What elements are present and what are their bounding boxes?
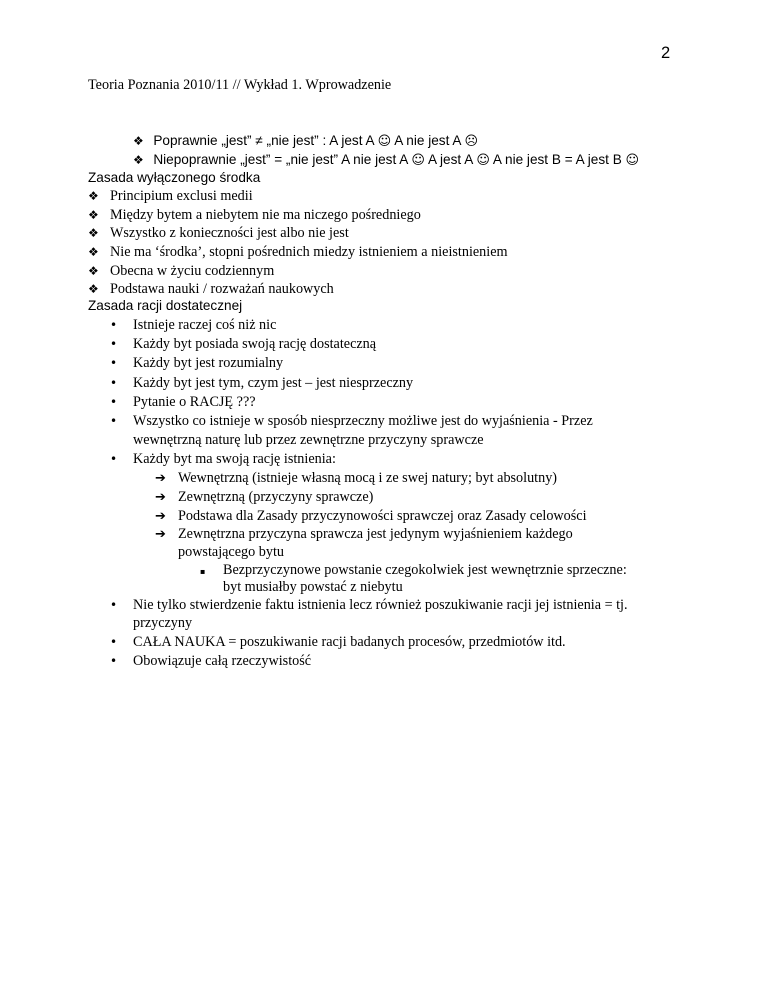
- list-item: [110, 316, 277, 335]
- list-item-text: Obowiązuje całą rzeczywistość: [133, 653, 312, 669]
- list-item-text: Obecna w życiu codziennym: [110, 263, 275, 279]
- smiley-face-icon: ☺: [476, 153, 490, 168]
- list-item: [110, 335, 377, 354]
- smiley-face-icon: ☺: [625, 153, 640, 168]
- list-item: [110, 450, 336, 469]
- round-bullet-icon: •: [110, 395, 118, 409]
- document-header: Teoria Poznania 2010/11 // Wykład 1. Wprowadzenie: [88, 77, 392, 93]
- list-item: [88, 262, 275, 281]
- list-item-text: CAŁA NAUKA = poszukiwanie racji badanych procesów, przedmiotów itd.: [133, 634, 566, 650]
- diamond-bullet-icon: ❖: [88, 226, 99, 240]
- round-bullet-icon: •: [110, 356, 118, 370]
- list-item: [110, 652, 312, 671]
- nested-list-item-continuation: byt musiałby powstać z niebytu: [223, 579, 403, 595]
- list-item: [88, 243, 508, 262]
- list-item-text: Nie tylko stwierdzenie faktu istnienia lecz również poszukiwanie racji jej istnienia = tj.: [133, 597, 628, 613]
- section-title: Zasada racji dostatecznej: [88, 298, 243, 313]
- list-item-text: Podstawa nauki / rozważań naukowych: [110, 281, 334, 297]
- list-item-text: Każdy byt ma swoją rację istnienia:: [133, 451, 336, 467]
- list-item: [88, 224, 349, 243]
- round-bullet-icon: •: [110, 598, 118, 612]
- list-item: [88, 280, 334, 299]
- sub-list-item-continuation: powstającego bytu: [178, 544, 284, 560]
- diamond-bullet-icon: ❖: [133, 153, 144, 167]
- list-item: [88, 206, 421, 225]
- arrow-bullet-icon: ➔: [155, 471, 166, 486]
- sub-list-item: [155, 469, 558, 489]
- round-bullet-icon: •: [110, 318, 118, 332]
- round-bullet-icon: •: [110, 635, 118, 649]
- diamond-bullet-icon: ❖: [133, 134, 144, 148]
- list-item-text: Wszystko co istnieje w sposób niesprzeczny możliwe jest do wyjaśnienia - Przez: [133, 413, 593, 429]
- diamond-bullet-icon: ❖: [88, 282, 99, 296]
- list-item: [110, 354, 284, 373]
- list-item-continuation: wewnętrzną naturę lub przez zewnętrzne przyczyny sprawcze: [133, 432, 484, 448]
- list-item-text: Pytanie o RACJĘ ???: [133, 394, 256, 410]
- diamond-bullet-icon: ❖: [88, 245, 99, 259]
- square-bullet-icon: ▪: [200, 567, 206, 576]
- sub-list-item-text: Zewnętrzna przyczyna sprawcza jest jedynym wyjaśnieniem każdego: [178, 526, 573, 542]
- list-item: [110, 633, 566, 652]
- sub-list-item-text: Wewnętrzną (istnieje własną mocą i ze swej natury; byt absolutny): [178, 470, 558, 486]
- list-item-continuation: przyczyny: [133, 615, 193, 631]
- list-item: [110, 596, 628, 615]
- list-item: [110, 393, 256, 412]
- diamond-bullet-icon: ❖: [88, 264, 99, 278]
- list-item: [110, 412, 593, 431]
- nested-list-item-text: Bezprzyczynowe powstanie czegokolwiek jest wewnętrznie sprzeczne:: [223, 562, 627, 578]
- sub-list-item-text: Podstawa dla Zasady przyczynowości sprawczej oraz Zasady celowości: [178, 508, 587, 524]
- list-item-text: Każdy byt jest tym, czym jest – jest niesprzeczny: [133, 375, 414, 391]
- round-bullet-icon: •: [110, 654, 118, 668]
- round-bullet-icon: •: [110, 337, 118, 351]
- list-item-text: Wszystko z konieczności jest albo nie jest: [110, 225, 349, 241]
- diamond-bullet-icon: ❖: [88, 189, 99, 203]
- arrow-bullet-icon: ➔: [155, 527, 166, 542]
- list-item-text: Principium exclusi medii: [110, 188, 253, 204]
- list-item-text: Poprawnie „jest” ≠ „nie jest” : A jest A ☺ A nie jest A ☹: [153, 133, 479, 149]
- list-item-text: Niepoprawnie „jest” = „nie jest” A nie jest A ☺ A jest A ☺ A nie jest B = A jest B ☺: [153, 152, 640, 168]
- list-item: [133, 132, 478, 152]
- arrow-bullet-icon: ➔: [155, 490, 166, 505]
- list-item-text: Istnieje raczej coś niż nic: [133, 317, 277, 333]
- list-item: [110, 374, 414, 393]
- frowning-face-icon: ☹: [464, 134, 479, 149]
- round-bullet-icon: •: [110, 414, 118, 428]
- section-title: Zasada wyłączonego środka: [88, 170, 261, 185]
- smiley-face-icon: ☺: [377, 134, 392, 149]
- list-item-text: Między bytem a niebytem nie ma niczego pośredniego: [110, 207, 421, 223]
- sub-list-item-text: Zewnętrzną (przyczyny sprawcze): [178, 489, 374, 505]
- sub-list-item: [155, 507, 587, 527]
- diamond-bullet-icon: ❖: [88, 208, 99, 222]
- nested-list-item: [200, 561, 627, 582]
- list-item-text: Każdy byt posiada swoją rację dostateczną: [133, 336, 377, 352]
- list-item: [88, 187, 253, 206]
- round-bullet-icon: •: [110, 376, 118, 390]
- list-item-text: Nie ma ‘środka’, stopni pośrednich miedzy istnieniem a nieistnieniem: [110, 244, 508, 260]
- smiley-face-icon: ☺: [411, 153, 425, 168]
- round-bullet-icon: •: [110, 452, 118, 466]
- page-number: 2: [661, 44, 671, 62]
- list-item-text: Każdy byt jest rozumialny: [133, 355, 284, 371]
- sub-list-item: [155, 525, 573, 545]
- sub-list-item: [155, 488, 374, 508]
- arrow-bullet-icon: ➔: [155, 509, 166, 524]
- list-item: [133, 151, 639, 171]
